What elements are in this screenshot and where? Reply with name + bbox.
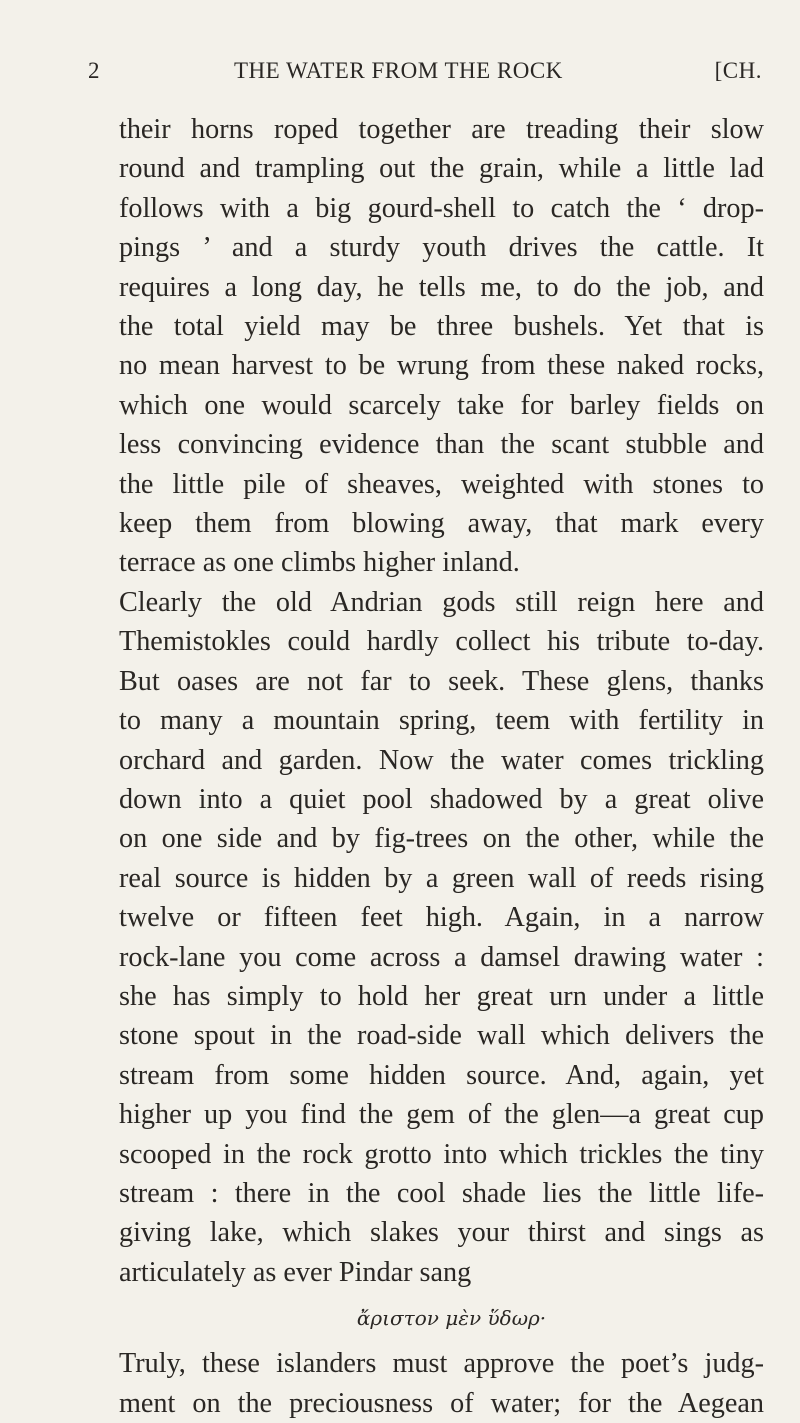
text-line: real source is hidden by a green wall of reeds rising — [119, 862, 764, 894]
text-line: keep them from blowing away, that mark every — [119, 508, 764, 540]
text-line: their horns roped together are treading their slow — [119, 114, 764, 145]
text-line: the little pile of sheaves, weighted with stones to — [119, 468, 764, 500]
paragraph-3 — [119, 1344, 764, 1423]
text-line: But oases are not far to seek. These glens, thanks — [119, 665, 764, 697]
text-line: twelve or fifteen feet high. Again, in a narrow — [119, 902, 764, 934]
text-line: to many a mountain spring, teem with fertility in — [119, 705, 764, 737]
text-line: stone spout in the road-side wall which delivers the — [119, 1020, 764, 1052]
paragraph-2 — [119, 583, 764, 1292]
text-line: which one would scarcely take for barley fields on — [119, 389, 764, 421]
text-line: Truly, these islanders must approve the poet’s judg- — [119, 1348, 764, 1380]
page-number: 2 — [88, 58, 100, 83]
text-line: articulately as ever Pindar sang — [119, 1256, 472, 1288]
text-line: stream : there in the cool shade lies the little life- — [119, 1177, 764, 1209]
text-line: requires a long day, he tells me, to do the job, and — [119, 271, 764, 303]
text-line: stream from some hidden source. And, again, yet — [119, 1059, 764, 1091]
running-head — [88, 58, 780, 98]
text-line: the total yield may be three bushels. Yet that is — [119, 311, 764, 343]
text-line: round and trampling out the grain, while a little lad — [119, 153, 764, 185]
text-line: less convincing evidence than the scant stubble and — [119, 429, 764, 461]
text-line: scooped in the rock grotto into which trickles the tiny — [119, 1138, 764, 1170]
text-line: giving lake, which slakes your thirst and sings as — [119, 1217, 764, 1249]
paragraph-1 — [119, 110, 764, 583]
text-line: Themistokles could hardly collect his tribute to-day. — [119, 626, 764, 658]
text-line: rock-lane you come across a damsel drawing water : — [119, 941, 764, 973]
text-line: orchard and garden. Now the water comes trickling — [119, 744, 764, 776]
chapter-mark: [CH. — [714, 58, 762, 83]
text-line: ment on the preciousness of water; for the Aegean — [119, 1387, 764, 1419]
body-text — [119, 110, 764, 1423]
text-line: she has simply to hold her great urn under a little — [119, 980, 764, 1012]
text-line: pings ’ and a sturdy youth drives the cattle. It — [119, 232, 764, 264]
text-line: no mean harvest to be wrung from these naked rocks, — [119, 350, 764, 382]
text-line: higher up you find the gem of the glen—a great cup — [119, 1099, 764, 1131]
text-line: on one side and by fig-trees on the other, while the — [119, 823, 764, 855]
running-title: THE WATER FROM THE ROCK — [234, 58, 563, 83]
text-line: Clearly the old Andrian gods still reign here and — [119, 586, 764, 618]
text-line: down into a quiet pool shadowed by a great olive — [119, 783, 764, 815]
text-line: terrace as one climbs higher inland. — [119, 547, 520, 579]
greek-quotation: ἄριστον μὲν ὕδωρ· — [356, 1306, 547, 1331]
text-line: follows with a big gourd-shell to catch the ‘ drop- — [119, 192, 764, 224]
